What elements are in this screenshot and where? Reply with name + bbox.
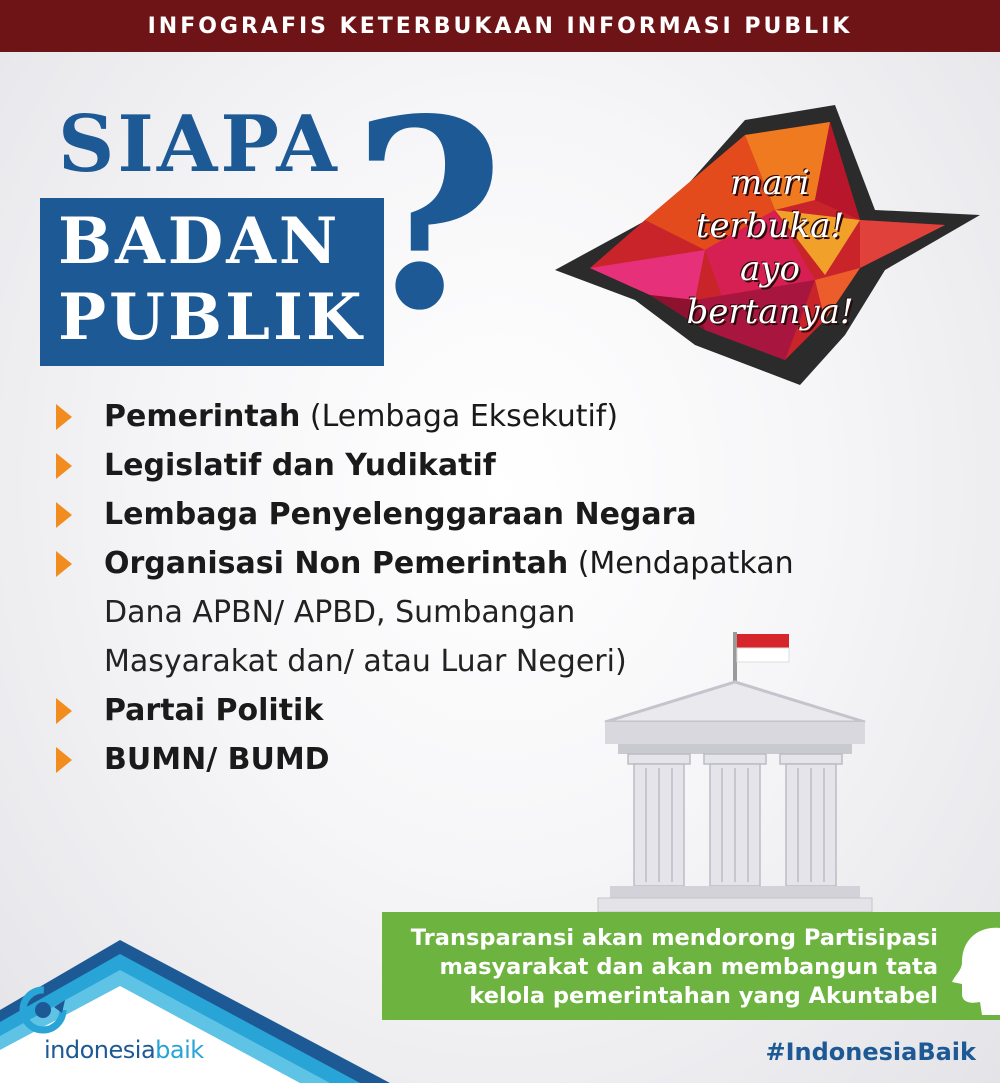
headline-siapa: SIAPA [58,99,340,190]
headline-publik: PUBLIK [58,280,365,355]
item-title: Legislatif dan Yudikatif [104,448,496,483]
indonesiabaik-logo-icon [18,985,68,1035]
indonesia-flag-icon [737,634,789,662]
orange-triangle-bullet-icon [56,404,72,430]
orange-triangle-bullet-icon [56,747,72,773]
badge-text [660,162,880,334]
quote-line-3: kelola pemerintahan yang Akuntabel [469,983,938,1009]
quote-line-1: Transparansi akan mendorong Partisipasi [410,925,938,951]
orange-triangle-bullet-icon [56,551,72,577]
question-mark: ? [352,63,505,368]
quote-line-2: masyarakat dan akan membangun tata [439,954,938,980]
list-item [52,392,892,441]
orange-triangle-bullet-icon [56,502,72,528]
quote-box [382,912,1000,1020]
item-detail: (Mendapatkan [568,546,794,581]
headline-badan: BADAN [58,204,341,279]
government-building-icon [590,630,880,920]
logo-text-part2: baik [155,1036,204,1064]
item-detail-line: Dana APBN/ APBD, Sumbangan [104,595,576,630]
item-detail: (Lembaga Eksekutif) [300,399,619,434]
list-item [52,441,892,490]
orange-triangle-bullet-icon [56,698,72,724]
header-banner [0,0,1000,52]
hashtag: #IndonesiaBaik [765,1038,976,1066]
badge-line-4: bertanya! [686,292,854,332]
item-title: BUMN/ BUMD [104,742,330,777]
item-title: Lembaga Penyelenggaraan Negara [104,497,697,532]
item-detail-line: Masyarakat dan/ atau Luar Negeri) [104,644,627,679]
header-title: INFOGRAFIS KETERBUKAAN INFORMASI PUBLIK [147,13,853,39]
badge-line-1: mari [730,163,810,203]
head-profile-icon [950,920,1000,1015]
item-title: Organisasi Non Pemerintah [104,546,569,581]
list-item [52,490,892,539]
orange-triangle-bullet-icon [56,453,72,479]
item-title: Pemerintah [104,399,301,434]
item-title: Partai Politik [104,693,324,728]
logo-text-part1: indonesia [44,1036,156,1064]
brand-logo [44,1036,204,1064]
badge-line-3: ayo [740,249,800,289]
badge-line-2: terbuka! [695,206,845,246]
